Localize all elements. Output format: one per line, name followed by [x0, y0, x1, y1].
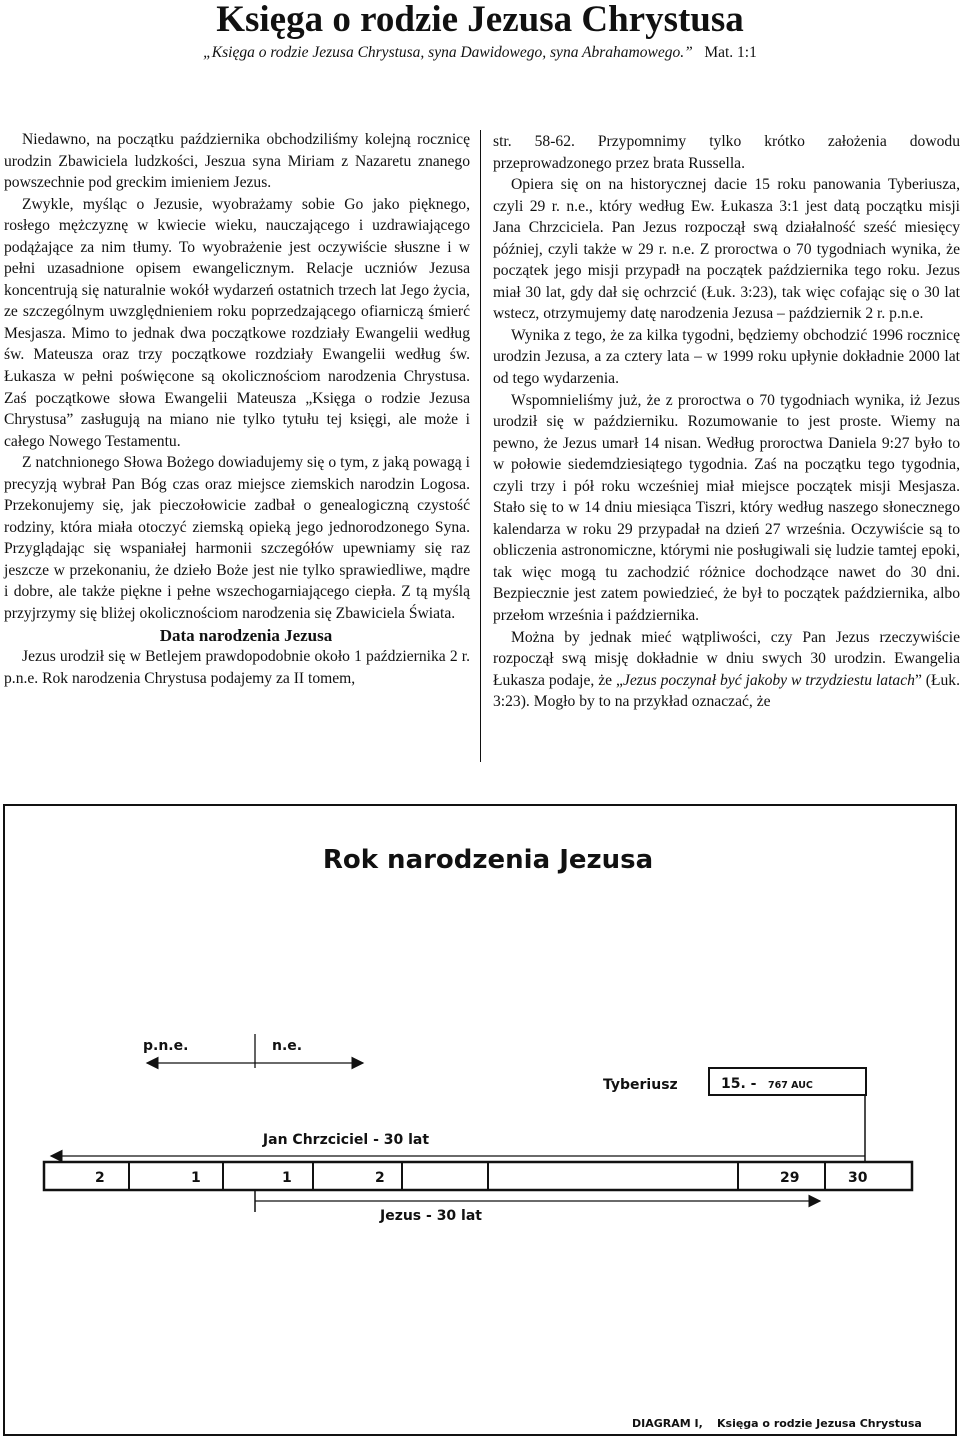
para5-end: ” (Łuk. 3:23). Mogło by to na przykład oznaczać, że — [493, 671, 960, 711]
right-paragraph-5 — [493, 627, 960, 713]
column-divider — [480, 130, 481, 762]
tiberius-auc: 767 AUC — [768, 1080, 813, 1091]
right-column — [493, 131, 960, 713]
tiberius-label: Tyberiusz — [603, 1077, 678, 1093]
subtitle-reference: Mat. 1:1 — [704, 44, 757, 61]
tiberius-year: 15. - — [721, 1076, 757, 1092]
subtitle-quote: „Księga o rodzie Jezusa Chrystusa, syna Dawidowego, syna Abrahamowego.” — [203, 44, 693, 61]
diagram-title: Rok narodzenia Jezusa — [322, 845, 654, 875]
diagram-caption-prefix: DIAGRAM I, — [632, 1417, 703, 1430]
page-subtitle — [0, 44, 960, 62]
left-paragraph-3: Z natchnionego Słowa Bożego dowiadujemy się o tym, z jaką powagą i precyzją wybrał Pan Bóg czas oraz miejsce ziemskich narodzin Logosa. Przekonujemy się, jak pieczołowicie zadbał o genealogiczną czystość rodziny, która miała otoczyć ziemską opieką jego jednorodzonego Syna. Przyglądając się wspaniałej harmonii szczegółów upewniamy się raz jeszcze w przekonaniu, że dzieło Boże jest nie tylko sprawiedliwe, mądre i dobre, ale także piękne i pełne wszechogarniającego ciepła. Z tą myślą przyjrzymy się bliżej okolicznościom narodzenia się Zbawiciela Świata. — [4, 454, 470, 623]
timeline-diagram — [3, 804, 957, 1436]
left-paragraph-1: Niedawno, na początku października obchodziliśmy kolejną rocznicę urodzin Zbawiciela ludzkości, Jeszua syna Miriam z Nazaretu znanego powszechnie pod greckim imieniem Jezus. — [4, 131, 470, 192]
page-title: Księga o rodzie Jezusa Chrystusa — [216, 0, 744, 40]
section-heading: Data narodzenia Jezusa — [159, 625, 333, 645]
year-cell: 2 — [375, 1170, 385, 1186]
jesus-label: Jezus - 30 lat — [379, 1208, 483, 1224]
right-paragraph-4: Wspomnieliśmy już, że z proroctwa o 70 tygodniach wynika, iż Jezus urodził się w październiku. Rozumowanie to jest proste. Wiemy na pewno, że Jezus umarł 14 nisan. Według proroctwa Daniela 9:27 było to w połowie siedemdziesiątego tygodnia. Zaś na początku tego tygodnia, czyli trzy i pół roku wcześniej miał miejsce początek misji Mesjasza. Stało się to w 14 dniu miesiąca Tiszri, który według naszego słonecznego kalendarza w roku 29 przypadał na dzień 27 września. Oczywiście są to obliczenia astronomiczne, którymi nie posługiwali się ludzie tamtej epoki, tak więc mogą tu zachodzić różnice dochodzące nawet do 30 dni. Bezpiecznie jest zatem powiedzieć, że był to początek października, albo przełom września i października. — [493, 391, 960, 625]
year-cell: 1 — [282, 1170, 292, 1186]
right-paragraph-3: Wynika z tego, że za kilka tygodni, będziemy obchodzić 1996 rocznicę urodzin Jezusa, a za cztery lata – w 1999 roku upłynie dokładnie 2000 lat od tego wydarzenia. — [493, 326, 960, 388]
section-paragraph: Jezus urodził się w Betlejem prawdopodobnie około 1 października 2 r. p.n.e. Rok narodzenia Chrystusa podajemy za II tomem, — [4, 648, 470, 687]
year-cell: 30 — [848, 1170, 868, 1186]
left-paragraph-2: Zwykle, myśląc o Jezusie, wyobrażamy sobie Go jako pięknego, rosłego mężczyznę w kwiecie wieku, nauczającego i uzdrawiającego podążające za nim tłumy. To wyobrażenie jest oczywiście słuszne i w pełni uzasadnione opisem ewangelicznym. Relacje uczniów Jezusa koncentrują się naturalnie wokół wydarzeń ostatnich trzech lat Jego życia, ze szczególnym uwzględnieniem roku poprzedzającego ofiarniczą śmierć Mesjasza. Mimo to jednak dwa początkowe rozdziały Ewangelii według św. Mateusza oraz trzy początkowe rozdziały Ewangelii według św. Łukasza w pełni poświęcone są okolicznościom narodzenia Chrystusa. Zaś początkowe słowa Ewangelii Mateusza „Księga o rodzie Jezusa Chrystusa” zasługują na miano nie tylko tytułu tej księgi, ale może i całego Nowego Testamentu. — [4, 195, 470, 450]
right-paragraph-1: str. 58-62. Przypomnimy tylko krótko założenia dowodu przeprowadzonego przez brata Russella. — [493, 133, 960, 172]
diagram-caption-title: Księga o rodzie Jezusa Chrystusa — [717, 1417, 922, 1430]
john-baptist-label: Jan Chrzciciel - 30 lat — [262, 1132, 430, 1148]
timeline-svg — [5, 806, 955, 1434]
left-column — [4, 129, 470, 689]
para5-quote: Jezus poczynał być jakoby w trzydziestu latach — [622, 671, 915, 689]
era-bc-label: p.n.e. — [143, 1038, 189, 1054]
year-cell: 1 — [191, 1170, 201, 1186]
right-paragraph-2: Opiera się on na historycznej dacie 15 roku panowania Tyberiusza, czyli 29 r. n.e., który według Ew. Łukasza 3:1 jest datą początku misji Jana Chrzciciela. Pan Jezus rozpoczął swą działalność sześć miesięcy później, czyli także w 29 r. n.e. Z proroctwa o 70 tygodniach wynika, że początek jego misji przypadł na początek października tego roku. Jezus miał 30 lat, gdy dał się ochrzcić (Łuk. 3:23), tak więc cofając się o 30 lat wstecz, otrzymujemy datę narodzenia Jezusa – październik 2 r. p.n.e. — [493, 176, 960, 323]
year-cell: 29 — [780, 1170, 800, 1186]
para5-start: Można by jednak mieć wątpliwości, czy Pan Jezus rzeczywiście rozpoczął swą misję dokładnie w dniu swych 30 urodzin. Ewangelia Łukasza podaje, że „ — [493, 628, 960, 689]
era-ad-label: n.e. — [272, 1038, 303, 1054]
year-cell: 2 — [95, 1170, 105, 1186]
